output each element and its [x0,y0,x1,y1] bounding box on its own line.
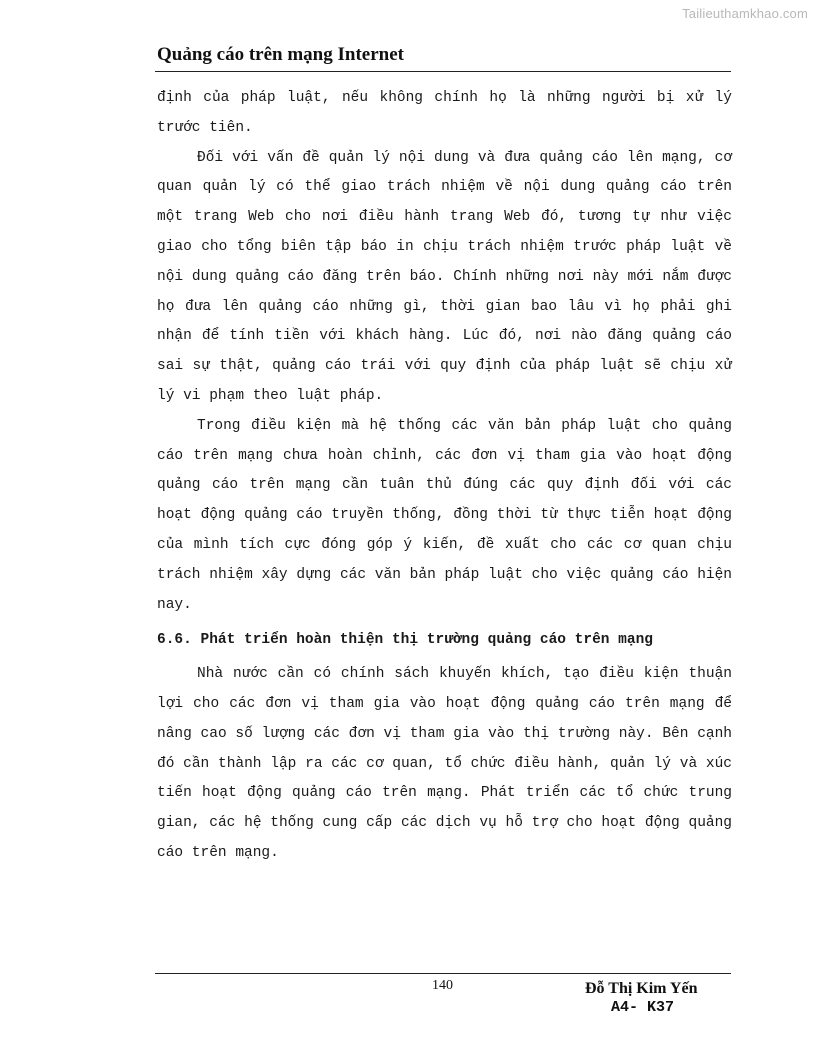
page-number: 140 [432,978,453,993]
watermark: Tailieuthamkhao.com [682,6,808,21]
paragraph: Trong điều kiện mà hệ thống các văn bản pháp luật cho quảng cáo trên mạng chưa hoàn chỉnh, các đơn vị tham gia vào hoạt động quảng cáo trên mạng cần tuân thủ đúng các quy định đối với các hoạt động quảng cáo truyền thống, đồng thời từ thực tiễn hoạt động của mình tích cực đóng góp ý kiến, đề xuất cho các cơ quan chịu trách nhiệm xây dựng các văn bản pháp luật cho việc quảng cáo hiện nay. [157,417,732,613]
paragraph: Nhà nước cần có chính sách khuyến khích, tạo điều kiện thuận lợi cho các đơn vị tham gia vào hoạt động quảng cáo trên mạng để nâng cao số lượng các đơn vị tham gia vào thị trường này. Bên cạnh đó cần thành lập ra các cơ quan, tổ chức điều hành, quản lý và xúc tiến hoạt động quảng cáo trên mạng. Phát triển các tổ chức trung gian, các hệ thống cung cấp các dịch vụ hỗ trợ cho hoạt động quảng cáo trên mạng. [157,666,732,861]
author-class: A4- K37 [611,999,675,1016]
author-name: Đỗ Thị Kim Yến [585,980,698,997]
paragraph: Đối với vấn đề quản lý nội dung và đưa quảng cáo lên mạng, cơ quan quản lý có thể giao trách nhiệm về nội dung quảng cáo trên một trang Web cho nơi điều hành trang Web đó, tương tự như việc giao cho tổng biên tập báo in chịu trách nhiệm trước pháp luật về nội dung quảng cáo đăng trên báo. Chính những nơi này mới nắm được họ đưa lên quảng cáo những gì, thời gian bao lâu vì họ phải ghi nhận để tính tiền với khách hàng. Lúc đó, nơi nào đăng quảng cáo sai sự thật, quảng cáo trái với quy định của pháp luật sẽ chịu xử lý vi phạm theo luật pháp. [157,149,732,404]
footer-rule [155,973,731,974]
header-rule [155,71,731,72]
document-body [157,84,732,869]
paragraph-continuation: định của pháp luật, nếu không chính họ là những người bị xử lý trước tiên. [157,90,732,136]
page-title: Quảng cáo trên mạng Internet [157,44,404,65]
section-heading: 6.6. Phát triển hoàn thiện thị trường quảng cáo trên mạng [157,632,653,649]
